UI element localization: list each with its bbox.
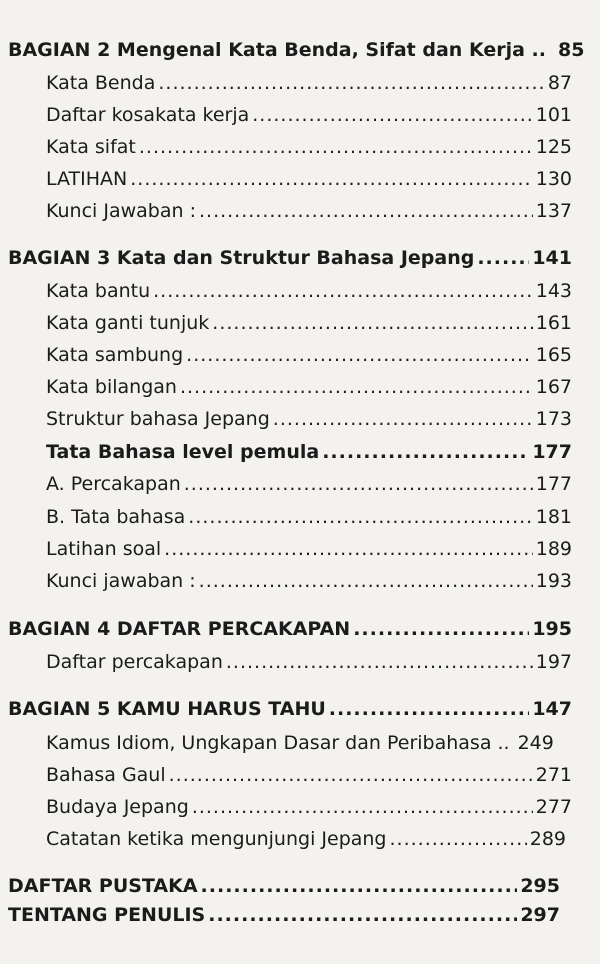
toc-entry-bagian-5[interactable] [8, 697, 572, 721]
toc-entry-page: 295 [520, 875, 560, 897]
toc-leader-dots [192, 795, 533, 819]
toc-entry-page: 143 [535, 280, 572, 302]
toc-entry-title: Kata sifat [46, 136, 136, 158]
toc-entry[interactable] [46, 343, 572, 367]
toc-entry[interactable] [46, 763, 572, 787]
toc-entry-title: Kamus Idiom, Ungkapan Dasar dan Peribahasa .. [46, 732, 510, 754]
toc-entry[interactable] [46, 505, 572, 529]
toc-leader-dots [212, 311, 532, 335]
toc-leader-dots [184, 472, 533, 496]
toc-entry-page: 125 [535, 136, 572, 158]
toc-entry-title: BAGIAN 2 Mengenal Kata Benda, Sifat dan Kerja .. [8, 39, 546, 61]
toc-entry[interactable] [46, 375, 572, 399]
toc-entry-title: DAFTAR PUSTAKA [8, 875, 198, 897]
toc-entry-title: A. Percakapan [46, 473, 181, 495]
toc-leader-dots [353, 617, 529, 641]
toc-entry-page: 249 [517, 732, 554, 754]
toc-entry-title: Kata ganti tunjuk [46, 312, 210, 334]
toc-entry-bagian-3[interactable] [8, 246, 572, 270]
toc-entry[interactable] [46, 103, 572, 127]
toc-leader-dots [186, 343, 533, 367]
toc-entry-page: 177 [535, 473, 572, 495]
toc-entry[interactable] [46, 827, 566, 851]
toc-entry[interactable] [46, 199, 572, 223]
toc-entry-daftar-pustaka[interactable] [8, 874, 560, 898]
toc-entry-page: 85 [557, 39, 585, 61]
toc-entry-title: B. Tata bahasa [46, 506, 186, 528]
toc-entry-page: 173 [535, 408, 572, 430]
toc-entry-tentang-penulis[interactable] [8, 903, 560, 927]
toc-leader-dots [164, 537, 533, 561]
toc-entry-title: Kunci jawaban : [46, 570, 196, 592]
toc-entry[interactable] [46, 472, 572, 496]
toc-leader-dots [130, 167, 532, 191]
toc-leader-dots [169, 763, 533, 787]
toc-entry[interactable] [46, 537, 572, 561]
toc-entry-title: TENTANG PENULIS [8, 904, 206, 926]
toc-entry-page: 87 [547, 72, 572, 94]
toc-entry[interactable] [46, 311, 572, 335]
toc-entry-page: 181 [535, 506, 572, 528]
toc-entry[interactable] [46, 731, 572, 755]
toc-entry[interactable] [46, 795, 572, 819]
toc-leader-dots [199, 569, 533, 593]
toc-entry-title: Kunci Jawaban : [46, 200, 196, 222]
toc-leader-dots [188, 505, 532, 529]
toc-entry-title: Bahasa Gaul [46, 764, 166, 786]
toc-entry-page: 195 [532, 618, 572, 640]
toc-leader-dots [201, 874, 518, 898]
toc-entry-bagian-4[interactable] [8, 617, 572, 641]
toc-entry-page: 141 [532, 247, 572, 269]
toc-leader-dots [199, 199, 533, 223]
toc-entry-title: Daftar kosakata kerja [46, 104, 250, 126]
toc-entry[interactable] [46, 279, 572, 303]
toc-entry[interactable] [46, 167, 572, 191]
toc-entry-page: 101 [535, 104, 572, 126]
toc-leader-dots [390, 827, 527, 851]
toc-leader-dots [329, 697, 530, 721]
toc-entry-title: LATIHAN [46, 168, 128, 190]
toc-entry-page: 130 [535, 168, 572, 190]
toc-leader-dots [180, 375, 533, 399]
toc-entry-title: Kata bilangan [46, 376, 177, 398]
toc-leader-dots [226, 650, 533, 674]
toc-leader-dots [273, 407, 533, 431]
toc-entry-title: Kata bantu [46, 280, 151, 302]
toc-leader-dots [252, 103, 532, 127]
toc-leader-dots [158, 71, 544, 95]
toc-entry[interactable] [46, 650, 572, 674]
toc-entry-page: 165 [535, 344, 572, 366]
toc-entry-page: 289 [529, 828, 566, 850]
toc-entry-title: Kata Benda [46, 72, 156, 94]
toc-entry-page: 189 [535, 538, 572, 560]
toc-entry[interactable] [46, 71, 572, 95]
toc-leader-dots [477, 246, 529, 270]
toc-entry-title: Tata Bahasa level pemula [46, 441, 320, 463]
toc-entry-title: Budaya Jepang [46, 796, 189, 818]
toc-leader-dots [153, 279, 533, 303]
toc-entry-title: Struktur bahasa Jepang [46, 408, 270, 430]
toc-entry-page: 167 [535, 376, 572, 398]
toc-entry-title: Catatan ketika mengunjungi Jepang [46, 828, 387, 850]
toc-entry-title: Kata sambung [46, 344, 184, 366]
toc-entry-title: Daftar percakapan [46, 651, 223, 673]
toc-entry-title: BAGIAN 4 DAFTAR PERCAKAPAN [8, 618, 351, 640]
toc-entry-bagian-2[interactable] [8, 38, 585, 62]
toc-leader-dots [322, 440, 529, 464]
toc-entry-page: 161 [535, 312, 572, 334]
toc-entry-title: BAGIAN 3 Kata dan Struktur Bahasa Jepang [8, 247, 475, 269]
toc-entry[interactable] [46, 407, 572, 431]
toc-entry-page: 177 [532, 441, 572, 463]
toc-entry-page: 193 [535, 570, 572, 592]
toc-entry[interactable] [46, 569, 572, 593]
toc-entry-page: 297 [520, 904, 560, 926]
toc-leader-dots [139, 135, 533, 159]
toc-entry-title: BAGIAN 5 KAMU HARUS TAHU [8, 698, 326, 720]
toc-entry[interactable] [46, 135, 572, 159]
toc-entry-page: 137 [535, 200, 572, 222]
toc-entry-title: Latihan soal [46, 538, 162, 560]
toc-entry-subsection[interactable] [46, 440, 572, 464]
toc-entry-page: 271 [535, 764, 572, 786]
toc-entry-page: 197 [535, 651, 572, 673]
toc-leader-dots [208, 903, 517, 927]
toc-entry-page: 277 [535, 796, 572, 818]
toc-entry-page: 147 [532, 698, 572, 720]
